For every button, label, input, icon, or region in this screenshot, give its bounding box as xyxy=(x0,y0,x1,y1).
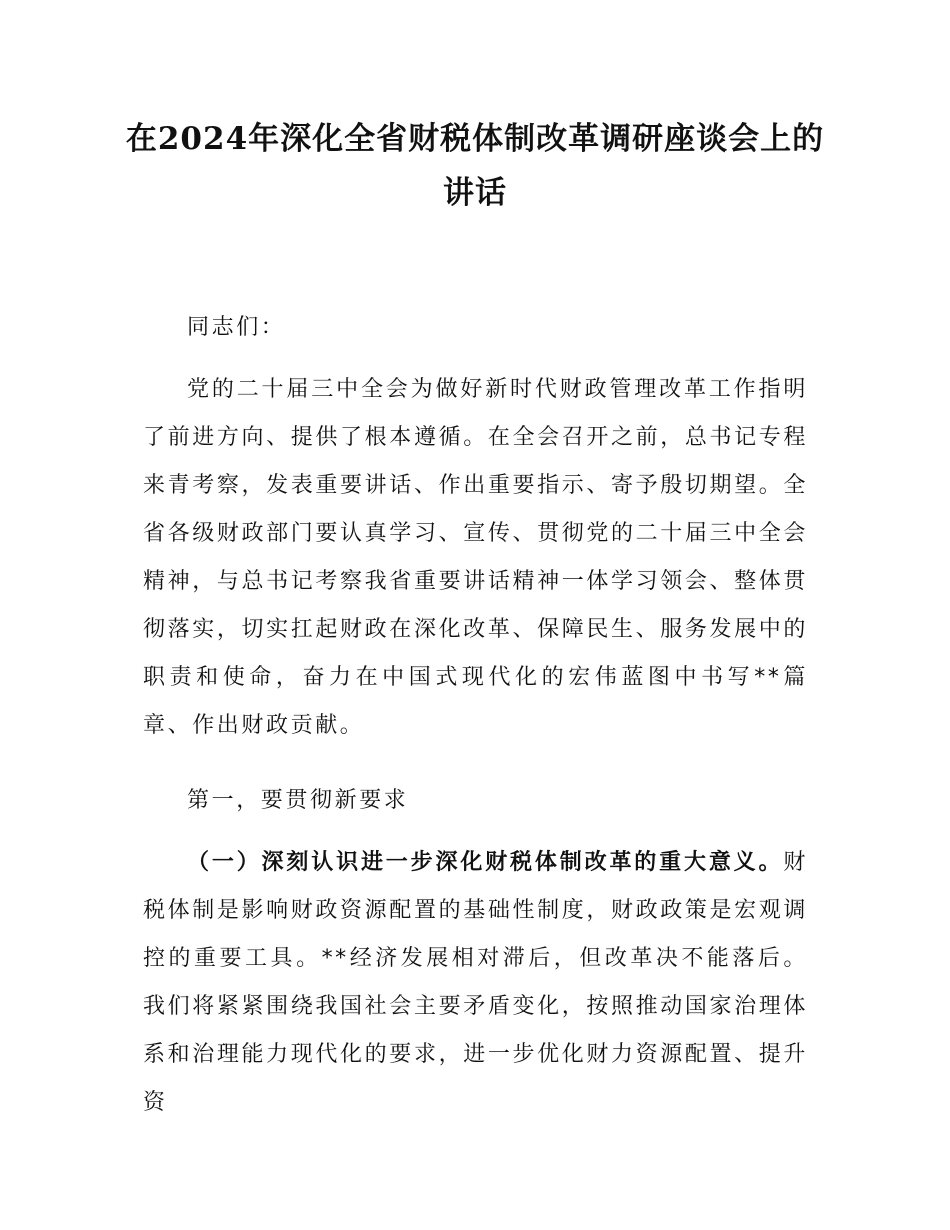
document-title: 在2024年深化全省财税体制改革调研座谈会上的讲话 xyxy=(125,121,825,211)
subsection-paragraph-1 xyxy=(143,839,808,1127)
paragraph-1: 党的二十届三中全会为做好新时代财政管理改革工作指明了前进方向、提供了根本遵循。在全会召开之前，总书记专程来青考察，发表重要讲话、作出重要指示、寄予殷切期望。全省各级财政部门要认真学习、宣传、贯彻党的二十届三中全会精神，与总书记考察我省重要讲话精神一体学习领会、整体贯彻落实，切实扛起财政在深化改革、保障民生、服务发展中的职责和使命，奋力在中国式现代化的宏伟蓝图中书写**篇章、作出财政贡献。 xyxy=(143,377,808,738)
subsection-text-1: 财税体制是影响财政资源配置的基础性制度，财政政策是宏观调控的重要工具。**经济发展相对滞后，但改革决不能落后。我们将紧紧围绕我国社会主要矛盾变化，按照推动国家治理体系和治理能力现代化的要求，进一步优化财力资源配置、提升资 xyxy=(143,850,808,1115)
salutation: 同志们： xyxy=(187,315,286,340)
section-heading-1: 第一，要贯彻新要求 xyxy=(187,788,409,813)
subsection-lead-1: （一）深刻认识进一步深化财税体制改革的重大意义。 xyxy=(187,850,784,875)
